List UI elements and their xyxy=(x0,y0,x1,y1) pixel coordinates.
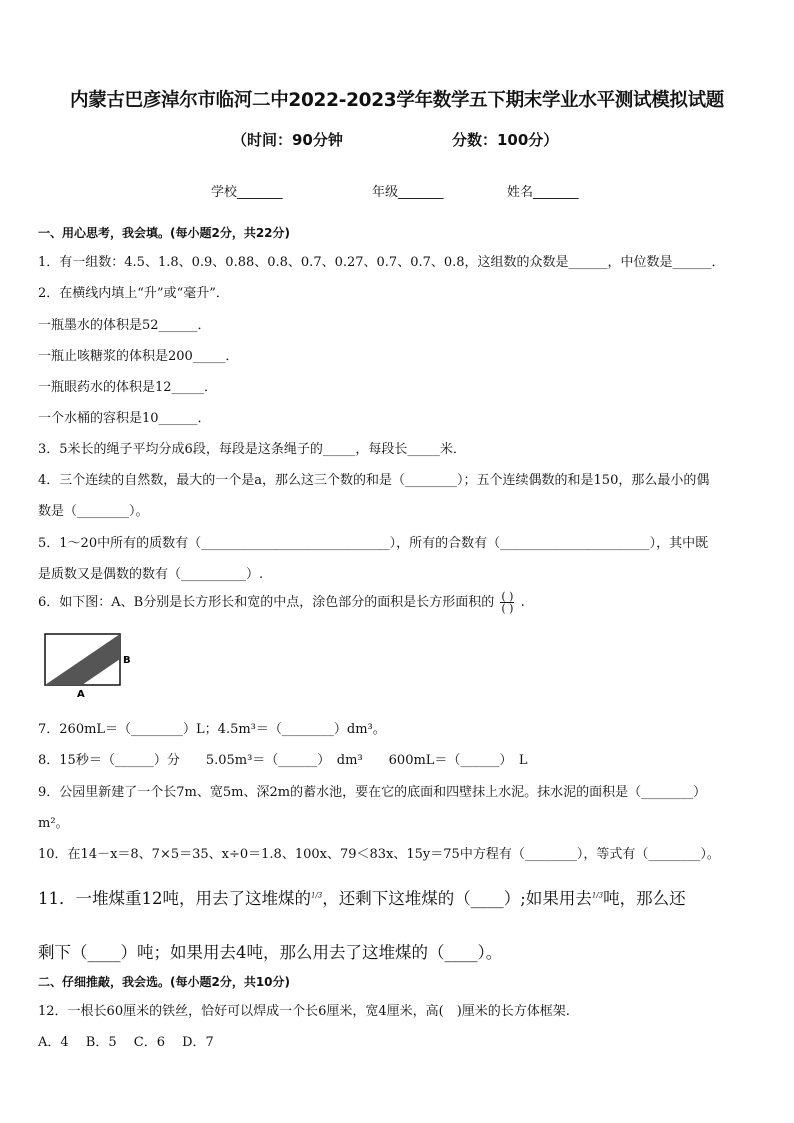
question-5-line1: 5．1～20中所有的质数有（_____________________________），所有的合数有（_______________________），其中既 xyxy=(38,536,709,551)
question-2c: 一瓶眼药水的体积是12_____． xyxy=(38,380,218,395)
fraction-denominator: ( ) xyxy=(501,602,514,615)
label-a: A xyxy=(77,689,85,700)
school-field: 学校_______ xyxy=(211,185,283,200)
label-b: B xyxy=(123,655,131,666)
question-12-options: A．4 B．5 C．6 D．7 xyxy=(38,1035,214,1050)
fraction-numerator: ( ) xyxy=(501,590,514,603)
question-6-end: . xyxy=(520,595,525,610)
question-1: 1．有一组数：4.5、1.8、0.9、0.88、0.8、0.7、0.27、0.7、0.7、0.8，这组数的众数是______，中位数是______． xyxy=(38,255,725,270)
question-11-part2: ，还剩下这堆煤的（____）;如果用去 xyxy=(322,889,592,908)
question-11-fraction1: 1/3 xyxy=(311,891,323,900)
question-2a: 一瓶墨水的体积是52______． xyxy=(38,318,211,333)
question-2: 2．在横线内填上“升”或“毫升”． xyxy=(38,286,229,301)
question-6-text: 6．如下图：A、B分别是长方形长和宽的中点，涂色部分的面积是长方形面积的 xyxy=(38,595,495,610)
question-12: 12．一根长60厘米的铁丝，恰好可以焊成一个长6厘米，宽4厘米，高( )厘米的长方体框架. xyxy=(38,1004,570,1019)
question-11-line1 xyxy=(38,885,686,909)
shaded-region xyxy=(45,634,120,685)
question-11-part3: 吨，那么还 xyxy=(603,889,686,908)
score-label: 分数：100分） xyxy=(452,131,559,149)
rectangle-figure xyxy=(40,630,140,700)
question-3: 3．5米长的绳子平均分成6段，每段是这条绳子的_____，每段长_____米． xyxy=(38,442,466,457)
time-label: （时间：90分钟 xyxy=(232,131,343,149)
name-field: 姓名_______ xyxy=(507,185,579,200)
question-11-line2: 剩下（____）吨；如果用去4吨，那么用去了这堆煤的（____）。 xyxy=(38,943,503,962)
question-6-fraction xyxy=(500,591,514,614)
question-9-line2: m²。 xyxy=(38,816,69,831)
question-6 xyxy=(38,591,525,614)
section2-heading: 二、仔细推敲，我会选。(每小题2分，共10分) xyxy=(38,975,291,989)
exam-title: 内蒙古巴彦淖尔市临河二中2022-2023学年数学五下期末学业水平测试模拟试题 xyxy=(70,90,724,111)
question-5-line2: 是质数又是偶数的数有（__________）. xyxy=(38,567,264,582)
question-2b: 一瓶止咳糖浆的体积是200_____． xyxy=(38,349,239,364)
question-2d: 一个水桶的容积是10______． xyxy=(38,411,211,426)
question-11-part1: 11．一堆煤重12吨，用去了这堆煤的 xyxy=(38,889,311,908)
section1-heading: 一、用心思考，我会填。(每小题2分，共22分) xyxy=(38,226,291,240)
question-7: 7．260mL＝（________）L；4.5m³＝（________）dm³。 xyxy=(38,722,386,737)
question-10: 10．在14－x＝8、7×5＝35、x÷0＝1.8、100x、79＜83x、15y＝75中方程有（________），等式有（________）。 xyxy=(38,847,720,862)
grade-field: 年级_______ xyxy=(372,185,444,200)
question-4-line2: 数是（________）。 xyxy=(38,504,149,519)
question-8: 8．15秒＝（______）分 5.05m³＝（______） dm³ 600mL＝（______） L xyxy=(38,753,528,768)
question-4-line1: 4．三个连续的自然数，最大的一个是a，那么这三个数的和是（________）；五个连续偶数的和是150，那么最小的偶 xyxy=(38,473,710,488)
question-11-fraction2: 1/3 xyxy=(591,891,604,900)
question-9-line1: 9．公园里新建了一个长7m、宽5m、深2m的蓄水池，要在它的底面和四壁抹上水泥。抹水泥的面积是（________） xyxy=(38,785,707,800)
